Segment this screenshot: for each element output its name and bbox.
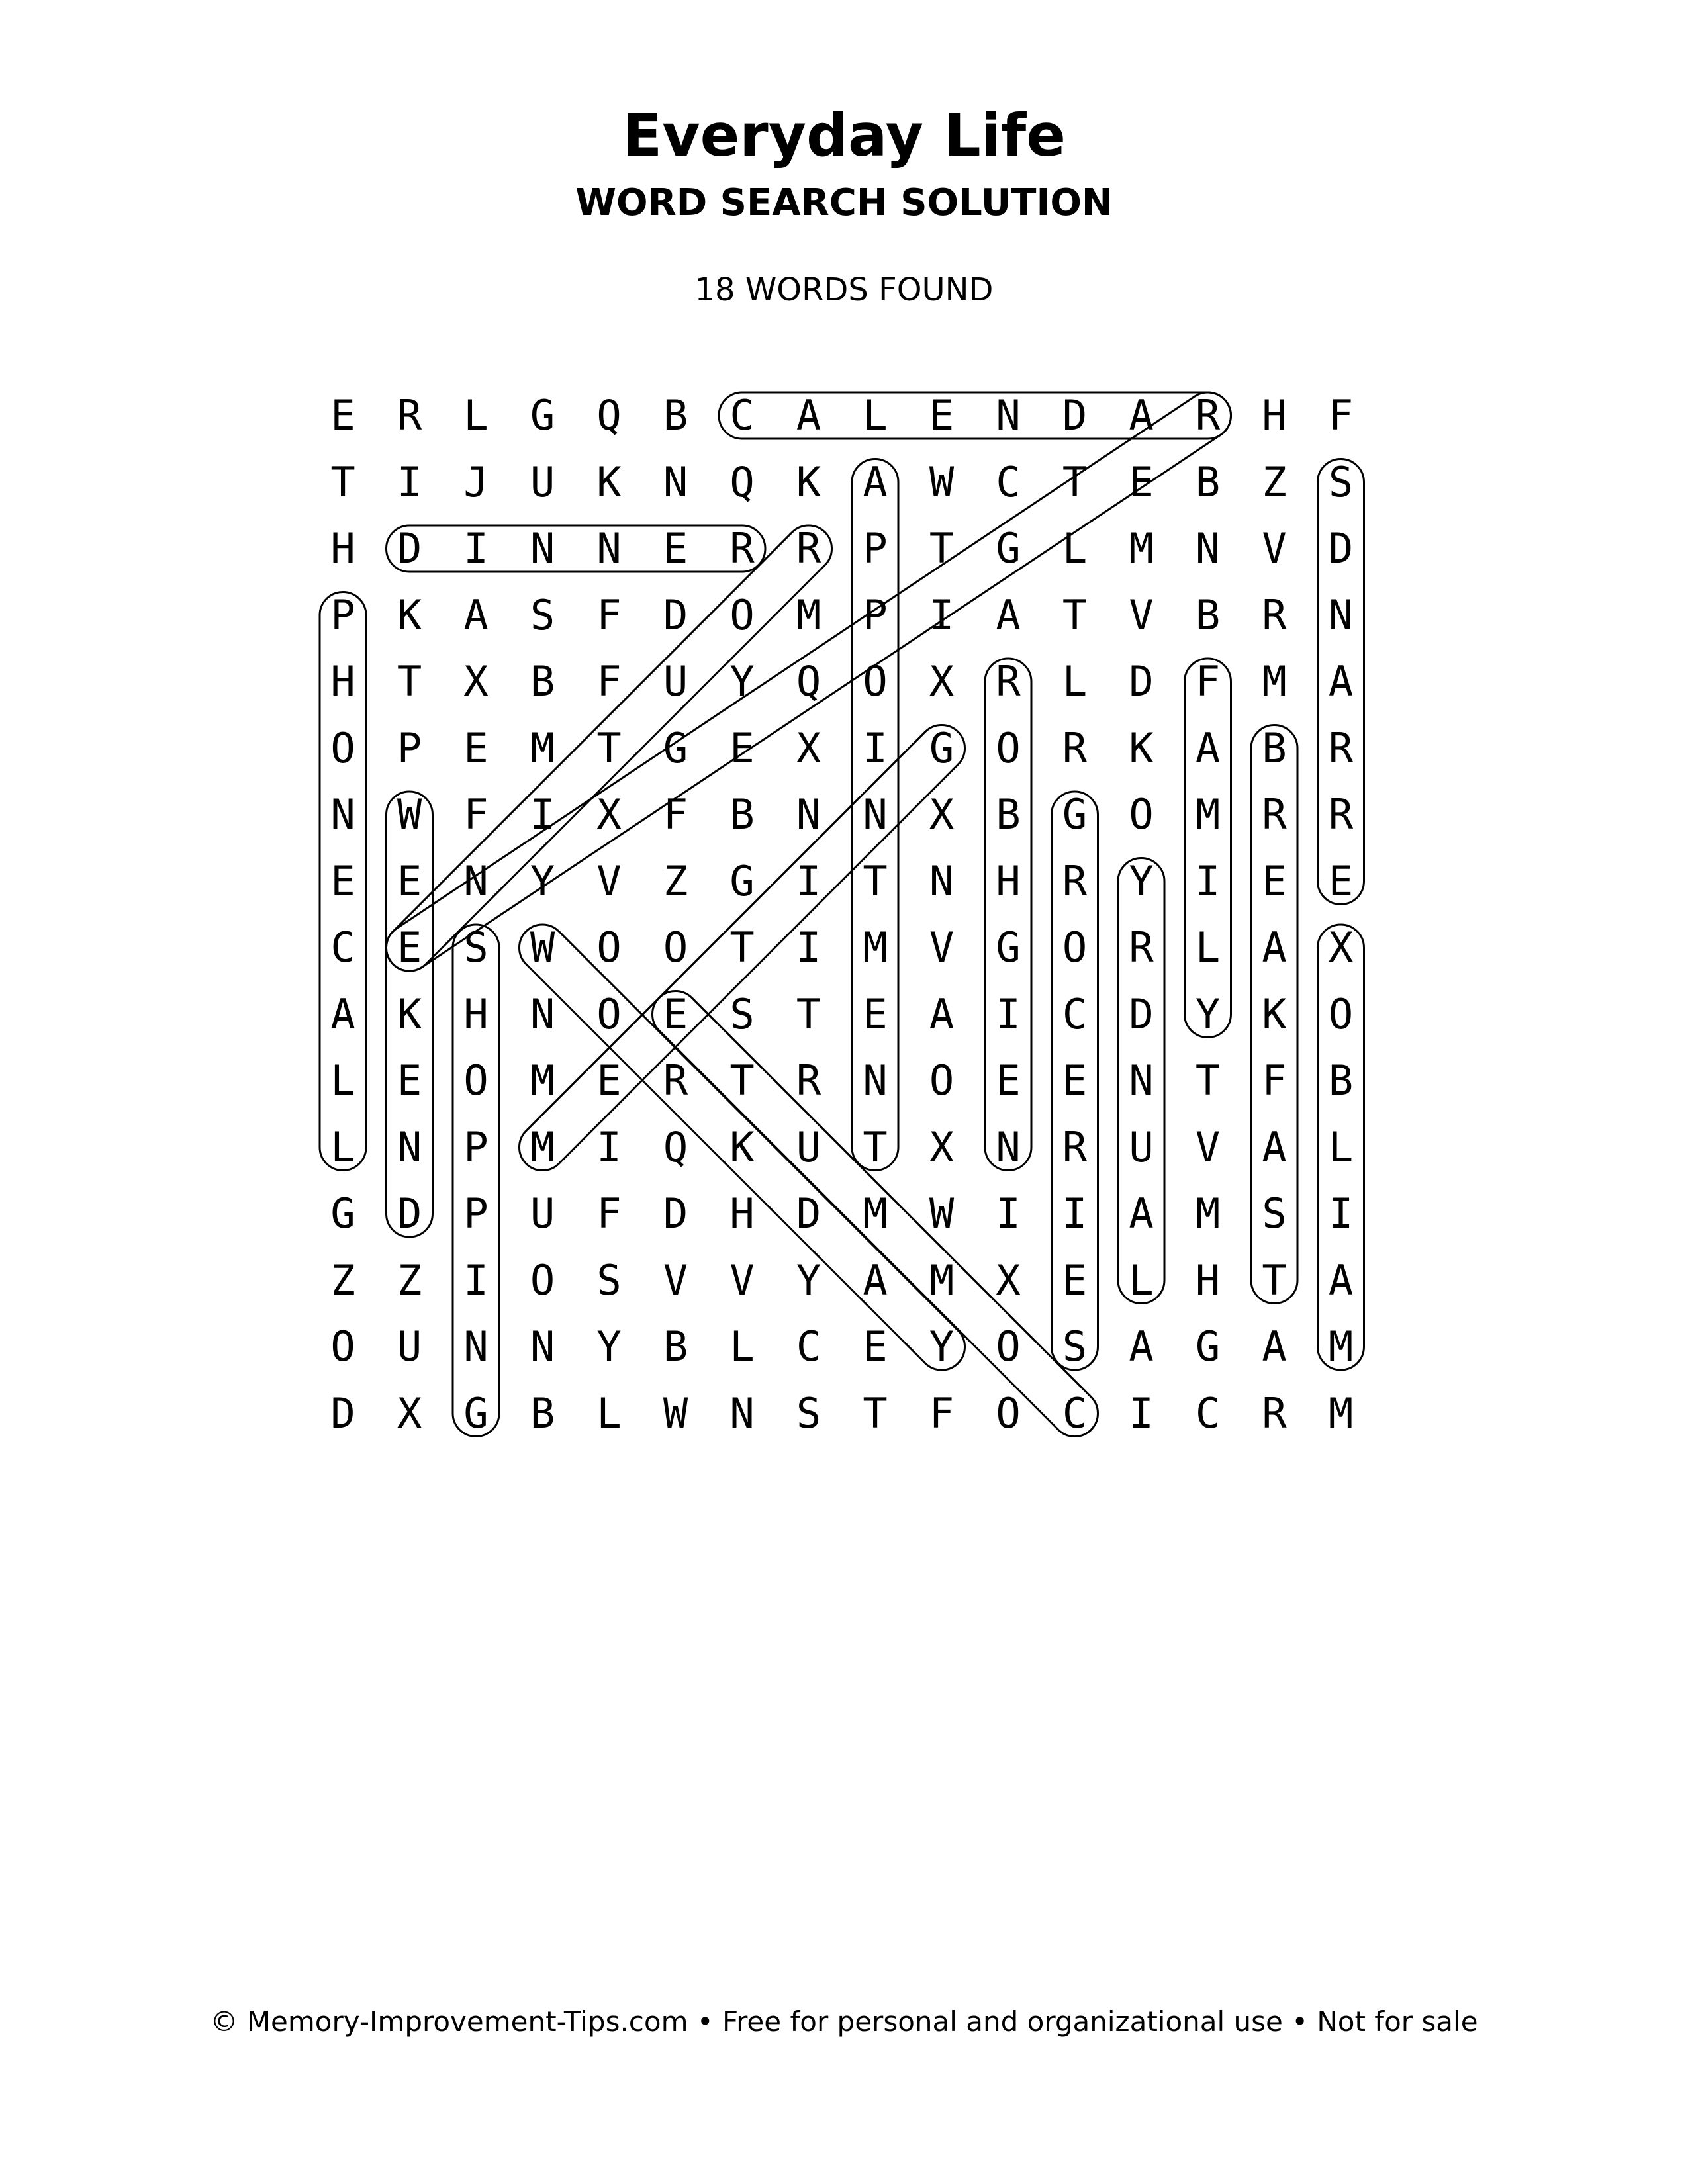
grid-letter: H [330,524,355,572]
grid-letter: S [530,590,555,639]
grid-letter: H [1262,391,1287,439]
grid-letter: O [330,723,355,772]
grid-letter: O [996,1322,1021,1371]
grid-letter: L [1062,657,1088,705]
grid-letter: F [596,1189,622,1238]
word-highlight [377,516,841,980]
grid-letter: B [663,391,688,439]
grid-letter: Y [1129,856,1154,905]
grid-letter: T [863,1122,888,1171]
grid-letter: I [1195,856,1221,905]
grid-letter: M [1328,1322,1354,1371]
grid-letter: M [1129,524,1154,572]
grid-letter: R [663,1056,688,1105]
grid-letter: E [863,1322,888,1371]
grid-letter: W [397,790,422,839]
grid-letter: T [729,923,755,972]
grid-letter: R [1062,1122,1088,1171]
grid-letter: R [1195,391,1221,439]
grid-letter: I [996,1189,1021,1238]
grid-letter: I [863,723,888,772]
grid-letter: S [596,1255,622,1304]
grid-letter: B [996,790,1021,839]
grid-letter: S [796,1388,821,1437]
grid-letter: P [863,590,888,639]
grid-letter: X [796,723,821,772]
grid-letter: U [663,657,688,705]
grid-letter: L [729,1322,755,1371]
word-highlight [387,525,766,572]
grid-letter: E [663,524,688,572]
grid-letter: A [863,457,888,506]
grid-letter: T [1195,1056,1221,1105]
grid-letter: R [729,524,755,572]
grid-letter: N [863,1056,888,1105]
grid-letter: N [729,1388,755,1437]
grid-letter: N [996,1122,1021,1171]
grid-letter: N [530,989,555,1038]
grid-letter: D [397,1189,422,1238]
grid-letter: B [530,1388,555,1437]
grid-letter: G [929,723,955,772]
grid-letter: O [596,923,622,972]
grid-letter: W [530,923,555,972]
grid-letter: O [463,1056,489,1105]
grid-letter: M [530,1056,555,1105]
word-highlight [320,592,366,1171]
grid-letter: Q [596,391,622,439]
grid-letter: A [1129,391,1154,439]
grid-letter: B [1195,590,1221,639]
grid-letter: E [1129,457,1154,506]
grid-letter: G [663,723,688,772]
grid-letter: A [1262,923,1287,972]
grid-letter: Z [397,1255,422,1304]
grid-letter: N [596,524,622,572]
grid-letter: N [397,1122,422,1171]
grid-letter: T [863,1388,888,1437]
grid-letter: T [929,524,955,572]
grid-letter: I [463,1255,489,1304]
grid-letter: T [330,457,355,506]
grid-letter: M [1328,1388,1354,1437]
grid-letter: I [796,856,821,905]
grid-letter: I [1129,1388,1154,1437]
grid-letter: R [397,391,422,439]
grid-letter: V [729,1255,755,1304]
word-highlight [1251,725,1297,1304]
grid-letter: L [1195,923,1221,972]
grid-letter: Y [596,1322,622,1371]
grid-letter: K [729,1122,755,1171]
grid-letter: O [929,1056,955,1105]
grid-letter: R [1262,1388,1287,1437]
grid-letter: S [1262,1189,1287,1238]
grid-letter: C [1195,1388,1221,1437]
grid-letter: Z [330,1255,355,1304]
grid-letter: V [596,856,622,905]
grid-letter: L [863,391,888,439]
grid-letter: G [330,1189,355,1238]
grid-letter: M [530,723,555,772]
grid-letter: M [1195,1189,1221,1238]
grid-letter: Q [796,657,821,705]
grid-letter: A [330,989,355,1038]
grid-letter: N [530,1322,555,1371]
grid-letter: I [463,524,489,572]
grid-letter: R [796,1056,821,1105]
grid-letter: W [929,457,955,506]
grid-letter: Z [1262,457,1287,506]
grid-letter: C [729,391,755,439]
grid-letter: H [996,856,1021,905]
grid-letter: N [996,391,1021,439]
grid-letter: L [330,1122,355,1171]
grid-letter: K [397,590,422,639]
grid-letter: P [330,590,355,639]
grid-letter: A [1262,1122,1287,1171]
grid-letter: F [596,657,622,705]
grid-letter: R [1062,856,1088,905]
grid-letter: E [663,989,688,1038]
grid-letter: I [596,1122,622,1171]
grid-letter: C [1062,1388,1088,1437]
grid-letter: A [1262,1322,1287,1371]
grid-letter: J [463,457,489,506]
grid-letter: N [463,856,489,905]
grid-letter: K [1262,989,1287,1038]
grid-letter: A [463,590,489,639]
grid-letter: I [796,923,821,972]
page-subtitle: WORD SEARCH SOLUTION [575,181,1113,224]
grid-letter: F [463,790,489,839]
grid-letter: P [397,723,422,772]
grid-letter: H [729,1189,755,1238]
grid-letter: N [863,790,888,839]
grid-letter: I [397,457,422,506]
grid-letter: N [929,856,955,905]
word-highlight [1052,792,1098,1370]
word-highlight [377,383,1240,979]
grid-letter: A [1328,1255,1354,1304]
grid-letter: N [796,790,821,839]
grid-letter: O [530,1255,555,1304]
grid-letter: T [796,989,821,1038]
grid-letter: A [796,391,821,439]
grid-letter: V [929,923,955,972]
grid-letter: E [929,391,955,439]
grid-letter: D [330,1388,355,1437]
grid-letter: V [1195,1122,1221,1171]
grid-letter: R [1328,790,1354,839]
grid-letter: G [996,923,1021,972]
word-highlight [1318,459,1364,905]
grid-letter: I [1328,1189,1354,1238]
grid-letter: A [1129,1189,1154,1238]
grid-letter: X [929,1122,955,1171]
grid-letter: Y [929,1322,955,1371]
word-highlight [510,915,974,1379]
grid-letter: R [996,657,1021,705]
grid-letter: D [663,590,688,639]
grid-letter: P [463,1122,489,1171]
grid-letter: T [1062,457,1088,506]
grid-letter: D [1062,391,1088,439]
word-highlight [510,715,974,1180]
grid-letter: W [929,1189,955,1238]
grid-letter: D [663,1189,688,1238]
grid-letter: L [463,391,489,439]
grid-letter: N [1129,1056,1154,1105]
grid-letter: K [397,989,422,1038]
grid-letter: U [530,457,555,506]
grid-letter: E [463,723,489,772]
grid-letter: M [530,1122,555,1171]
grid-letter: D [1129,657,1154,705]
grid-letter: E [863,989,888,1038]
grid-letter: I [530,790,555,839]
grid-letter: F [1195,657,1221,705]
grid-letter: G [996,524,1021,572]
grid-letter: X [929,657,955,705]
word-highlight [719,392,1231,439]
grid-letter: I [1062,1189,1088,1238]
grid-letter: E [330,856,355,905]
grid-letter: D [397,524,422,572]
grid-letter: X [397,1388,422,1437]
grid-letter: E [1328,856,1354,905]
grid-letter: N [663,457,688,506]
grid-letter: W [663,1388,688,1437]
grid-letter: O [1062,923,1088,972]
grid-letter: A [929,989,955,1038]
grid-letter: B [1328,1056,1354,1105]
grid-letter: F [929,1388,955,1437]
grid-letter: S [1062,1322,1088,1371]
grid-letter: O [330,1322,355,1371]
grid-letter: M [863,923,888,972]
grid-letter: S [729,989,755,1038]
grid-letter: U [397,1322,422,1371]
word-highlight [643,981,1107,1446]
grid-letter: R [1062,723,1088,772]
grid-letter: K [596,457,622,506]
grid-letter: E [1062,1255,1088,1304]
grid-letter: O [596,989,622,1038]
grid-letter: Y [1195,989,1221,1038]
grid-letter: V [1262,524,1287,572]
grid-letter: Y [729,657,755,705]
grid-letter: M [1262,657,1287,705]
grid-letter: I [996,989,1021,1038]
grid-letter: C [796,1322,821,1371]
grid-letter: X [929,790,955,839]
grid-letter: M [929,1255,955,1304]
grid-letter: C [330,923,355,972]
grid-letter: G [1062,790,1088,839]
grid-letter: P [863,524,888,572]
footer-text: © Memory-Improvement-Tips.com • Free for personal and organizational use • Not for sale [210,2005,1478,2038]
grid-letter: E [397,856,422,905]
grid-letter: M [796,590,821,639]
grid-letter: A [863,1255,888,1304]
grid-letter: E [397,1056,422,1105]
page-title: Everyday Life [622,101,1066,169]
grid-letter: C [996,457,1021,506]
grid-letter: O [1328,989,1354,1038]
grid-letter: X [596,790,622,839]
grid-letter: R [1328,723,1354,772]
grid-letter: D [1129,989,1154,1038]
grid-letter: X [1328,923,1354,972]
grid-letter: L [330,1056,355,1105]
word-highlight [1185,659,1231,1037]
grid-letter: E [1262,856,1287,905]
grid-letter: U [530,1189,555,1238]
grid-letter: H [463,989,489,1038]
grid-letter: E [1062,1056,1088,1105]
grid-letter: G [729,856,755,905]
grid-letter: I [929,590,955,639]
grid-letter: K [796,457,821,506]
word-highlight [453,925,499,1437]
grid-letter: S [463,923,489,972]
grid-letter: H [1195,1255,1221,1304]
grid-letter: L [1328,1122,1354,1171]
grid-letter: A [996,590,1021,639]
grid-letter: O [663,923,688,972]
grid-letter: Q [663,1122,688,1171]
grid-letter: R [796,524,821,572]
grid-letter: A [1129,1322,1154,1371]
word-highlight [852,459,898,1171]
grid-letter: Q [729,457,755,506]
grid-letter: T [863,856,888,905]
grid-letter: E [729,723,755,772]
grid-letter: D [796,1189,821,1238]
grid-letter: O [863,657,888,705]
grid-letter: B [1195,457,1221,506]
grid-letter: M [1195,790,1221,839]
grid-letter: T [596,723,622,772]
grid-letter: G [1195,1322,1221,1371]
grid-letter: E [397,923,422,972]
grid-letter: N [1328,590,1354,639]
grid-letter: V [663,1255,688,1304]
grid-letter: T [397,657,422,705]
grid-letter: F [596,590,622,639]
grid-letter: V [1129,590,1154,639]
grid-letter: U [1129,1122,1154,1171]
grid-letter: B [530,657,555,705]
grid-letter: G [530,391,555,439]
grid-letter: F [1328,391,1354,439]
grid-letter: E [596,1056,622,1105]
grid-letter: G [463,1388,489,1437]
grid-letter: O [996,1388,1021,1437]
word-highlight [1118,858,1164,1304]
grid-letter: O [729,590,755,639]
grid-letter: H [330,657,355,705]
word-highlight [985,659,1031,1170]
grid-letter: C [1062,989,1088,1038]
grid-letter: A [1195,723,1221,772]
grid-letter: M [863,1189,888,1238]
grid-letter: Y [530,856,555,905]
grid-letter: R [1129,923,1154,972]
grid-letter: S [1328,457,1354,506]
grid-letter: P [463,1189,489,1238]
grid-letter: X [996,1255,1021,1304]
grid-letter: R [1262,590,1287,639]
word-highlight [387,792,433,1237]
grid-letter: U [796,1122,821,1171]
grid-letter: O [996,723,1021,772]
grid-letter: N [463,1322,489,1371]
grid-letter: Z [663,856,688,905]
grid-letter: K [1129,723,1154,772]
grid-letter: L [596,1388,622,1437]
grid-letter: Y [796,1255,821,1304]
grid-letter: D [1328,524,1354,572]
grid-letter: B [663,1322,688,1371]
grid-letter: B [1262,723,1287,772]
grid-letter: F [663,790,688,839]
grid-letter: B [729,790,755,839]
grid-letter: X [463,657,489,705]
grid-letter: N [530,524,555,572]
word-highlight [1318,925,1364,1370]
grid-letter: L [1062,524,1088,572]
grid-letter: O [1129,790,1154,839]
grid-letter: A [1328,657,1354,705]
grid-letter: N [1195,524,1221,572]
grid-letter: E [996,1056,1021,1105]
grid-letter: E [330,391,355,439]
grid-letter: L [1129,1255,1154,1304]
grid-letter: N [330,790,355,839]
word-count: 18 WORDS FOUND [694,271,994,308]
grid-letter: R [1262,790,1287,839]
grid-letter: T [729,1056,755,1105]
grid-letter: T [1062,590,1088,639]
grid-letter: T [1262,1255,1287,1304]
grid-letter: F [1262,1056,1287,1105]
